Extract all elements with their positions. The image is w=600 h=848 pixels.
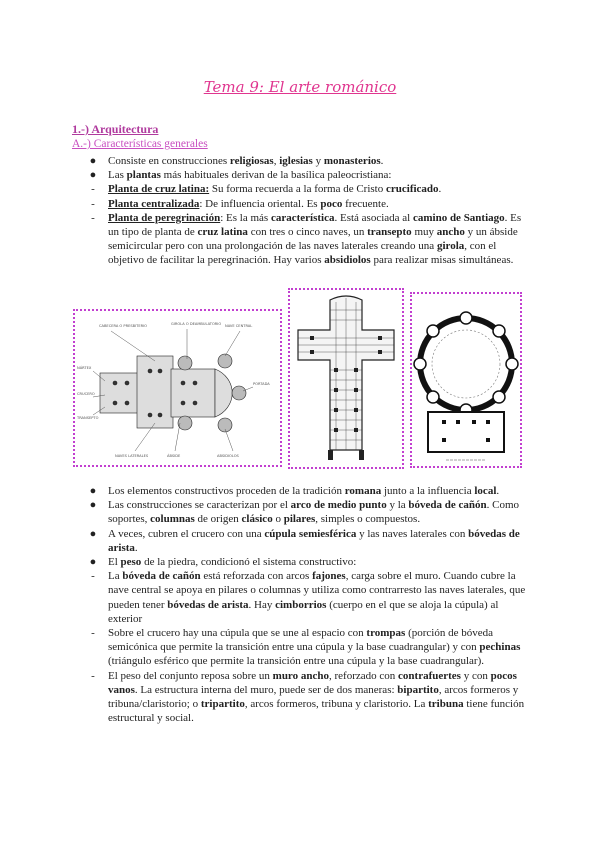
list2-item xyxy=(72,569,532,626)
text-run: o xyxy=(272,513,284,526)
text-run: , arcos formeros, tribuna y claristorio. La xyxy=(244,698,429,711)
text-run: . La estructura interna del muro, puede ser de dos maneras: xyxy=(134,683,398,696)
text-run: frecuente. xyxy=(342,197,389,210)
text-run: y xyxy=(312,155,324,167)
text-run: tiene función estructural y social. xyxy=(108,698,525,725)
emphasis-text: girola xyxy=(436,240,465,253)
text-run: , arcos formeros y tribuna/claristorio; o xyxy=(108,683,519,711)
text-run: Las construcciones se caracterizan por el xyxy=(108,499,291,512)
text-run: (cuerpo en el que se aloja la cúpula) al exterior xyxy=(108,598,499,625)
emphasis-text: fajones xyxy=(312,570,346,583)
label-girola: GIROLA O DEAMBULATORIO xyxy=(171,322,222,326)
pilgrimage-plan-drawing xyxy=(75,311,280,465)
label-portada: PORTADA xyxy=(253,382,270,386)
bullet-icon: ● xyxy=(89,155,97,167)
dash-marker: - xyxy=(91,570,95,583)
emphasis-text: monasterios xyxy=(323,155,381,167)
text-run: para realizar misas simultáneas. xyxy=(370,254,514,267)
emphasis-text: poco xyxy=(320,197,343,210)
emphasis-text: camino de Santiago xyxy=(412,211,505,224)
list2-item xyxy=(72,669,532,726)
text-run: Su forma recuerda a la forma de Cristo xyxy=(209,183,386,196)
emphasis-text: clásico xyxy=(241,513,273,526)
text-run: . xyxy=(380,155,384,167)
text-run: La xyxy=(108,570,123,583)
emphasis-text: pilares xyxy=(283,513,316,526)
characteristics-list-1 xyxy=(72,154,532,268)
emphasis-text: trompas xyxy=(366,627,406,640)
emphasis-text: pocos vanos xyxy=(108,669,517,696)
list2-item xyxy=(72,626,532,669)
label-cabecera: CABECERA O PRESBITERIO xyxy=(99,324,147,328)
emphasis-text: característica xyxy=(270,211,335,224)
text-run: y la xyxy=(386,499,409,512)
list1-item xyxy=(72,154,532,168)
list2-item xyxy=(72,484,532,498)
text-run: junto a la influencia xyxy=(381,485,475,497)
emphasis-text: religiosas xyxy=(229,155,274,167)
text-run: y las naves laterales con xyxy=(356,527,469,540)
emphasis-text: columnas xyxy=(150,513,195,526)
text-run: con tres o cinco naves, un xyxy=(247,226,368,239)
list1-item xyxy=(72,182,532,196)
subsection-heading: A.-) Características generales xyxy=(72,138,208,150)
dash-marker: - xyxy=(91,183,95,196)
emphasis-text: contrafuertes xyxy=(398,669,461,682)
centralized-plan-drawing xyxy=(412,294,520,466)
text-run: , con el objetivo de facilitar la peregrinación. Hay varios xyxy=(108,240,497,267)
label-absidiolos: ABSIDIOLOS xyxy=(217,454,239,458)
text-run: , simples o compuestos. xyxy=(315,513,421,526)
emphasis-text: crucificado xyxy=(386,183,439,196)
text-run: y con xyxy=(460,669,491,682)
emphasis-text: arco de medio punto xyxy=(290,499,387,512)
dash-marker: - xyxy=(91,197,95,210)
emphasis-text: plantas xyxy=(126,169,161,182)
page-title: Tema 9: El arte románico xyxy=(203,78,397,96)
emphasis-text: local xyxy=(474,485,497,497)
bullet-icon: ● xyxy=(89,485,97,497)
emphasis-text: bóveda de cañón xyxy=(408,499,487,512)
emphasis-text: transepto xyxy=(367,226,412,239)
dash-marker: - xyxy=(91,669,95,682)
emphasis-text: ancho xyxy=(436,226,465,239)
text-run: Consiste en construcciones xyxy=(108,155,230,167)
bullet-icon: ● xyxy=(89,527,97,540)
text-run: El xyxy=(108,556,121,569)
text-run: . Como soportes, xyxy=(108,499,520,526)
figure-centralized-plan xyxy=(410,292,522,468)
list2-item xyxy=(72,527,532,555)
list1-item xyxy=(72,197,532,211)
emphasis-text: bóveda de cañón xyxy=(122,570,201,583)
emphasis-text: iglesias xyxy=(279,155,313,167)
text-run: Los elementos constructivos proceden de la tradición xyxy=(108,485,345,497)
list2-item xyxy=(72,498,532,526)
figure-pilgrimage-plan xyxy=(73,309,282,467)
emphasis-text: Planta de peregrinación xyxy=(108,211,221,224)
label-naves-laterales: NAVES LATERALES xyxy=(115,454,149,458)
text-run: El peso del conjunto reposa sobre un xyxy=(108,669,273,682)
text-run: y un ábside semicircular pero con una prolongación de las naves laterales creando una xyxy=(108,226,518,253)
text-run: , carga sobre el muro. Cuando cubre la nave central se apoya en pilares o columnas y utiliza como contrarresto las naves laterales, que pueden tener xyxy=(108,570,526,611)
text-run: de origen xyxy=(194,513,242,526)
text-run: muy xyxy=(411,226,437,239)
label-nave-central: NAVE CENTRAL xyxy=(225,324,253,328)
bullet-icon: ● xyxy=(89,556,97,569)
text-run: está reforzada con arcos xyxy=(200,570,313,583)
text-run: . Está asociada al xyxy=(334,211,413,224)
emphasis-text: cimborrios xyxy=(275,598,327,611)
label-transepto: TRANSEPTO xyxy=(77,416,99,420)
text-run: Las xyxy=(108,169,127,182)
figure-latin-cross-plan xyxy=(288,288,404,469)
label-nartex: NÁRTEX xyxy=(77,366,92,370)
dash-marker: - xyxy=(91,211,95,224)
bullet-icon: ● xyxy=(89,499,97,512)
text-run: . xyxy=(438,183,442,196)
emphasis-text: muro ancho xyxy=(272,669,329,682)
label-abside: ÁBSIDE xyxy=(167,454,181,458)
text-run: (porción de bóveda semicónica que permite la transición entre una cúpula y la base cuadrangular) y con xyxy=(108,627,493,654)
emphasis-text: Planta de cruz latina: xyxy=(108,183,210,196)
emphasis-text: absidiolos xyxy=(324,254,371,267)
text-run: : Es la más xyxy=(220,211,271,224)
list2-item xyxy=(72,555,532,569)
dash-marker: - xyxy=(91,627,95,640)
emphasis-text: cúpula semiesférica xyxy=(264,527,357,540)
text-run: más habituales derivan de la basílica paleocristiana: xyxy=(160,169,392,182)
emphasis-text: bipartito xyxy=(397,683,439,696)
characteristics-list-2 xyxy=(72,484,532,725)
text-run: A veces, cubren el crucero con una xyxy=(108,527,265,540)
text-run: . Hay xyxy=(248,598,276,611)
text-run: (triángulo esférico que permite la transición entre una cúpula y la base cuadrangular). xyxy=(108,655,484,668)
emphasis-text: bóvedas de arista xyxy=(108,527,520,554)
bullet-icon: ● xyxy=(89,169,97,182)
text-run: de la piedra, condicionó el sistema constructivo: xyxy=(141,556,357,569)
emphasis-text: bóvedas de arista xyxy=(167,598,249,611)
label-crucero: CRUCERO xyxy=(77,392,95,396)
section-heading: 1.-) Arquitectura xyxy=(72,122,159,136)
text-run: , reforzado con xyxy=(329,669,399,682)
list1-item xyxy=(72,211,532,268)
emphasis-text: Planta centralizada xyxy=(108,197,200,210)
emphasis-text: romana xyxy=(344,485,382,497)
emphasis-text: pechinas xyxy=(479,641,521,654)
text-run: . Es un tipo de planta de xyxy=(108,211,522,239)
emphasis-text: peso xyxy=(120,556,142,569)
text-run: . xyxy=(134,541,138,554)
emphasis-text: tribuna xyxy=(428,698,464,711)
text-run: : De influencia oriental. Es xyxy=(199,197,321,210)
emphasis-text: tripartito xyxy=(200,698,245,711)
text-run: , xyxy=(273,155,280,167)
text-run: . xyxy=(496,485,500,497)
list1-item xyxy=(72,168,532,182)
latin-cross-drawing xyxy=(290,290,402,467)
text-run: Sobre el crucero hay una cúpula que se une al espacio con xyxy=(108,627,367,640)
emphasis-text: cruz latina xyxy=(197,226,248,239)
